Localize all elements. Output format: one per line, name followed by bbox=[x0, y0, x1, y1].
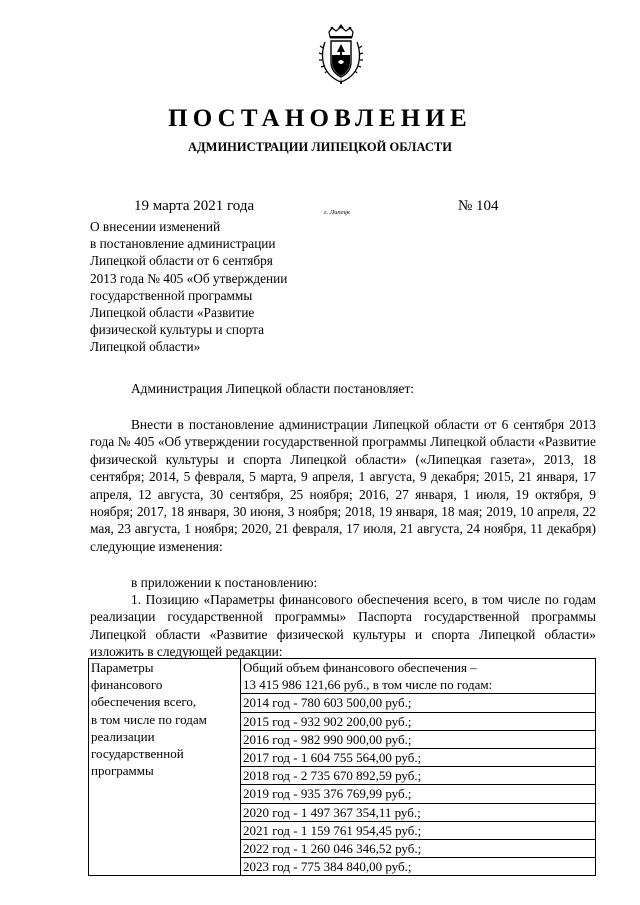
subject-line: физической культуры и спорта bbox=[90, 322, 264, 338]
document-subtitle: АДМИНИСТРАЦИИ ЛИПЕЦКОЙ ОБЛАСТИ bbox=[188, 140, 452, 154]
document-date: 19 марта 2021 года bbox=[134, 198, 255, 214]
parameter-line: в том числе по годам bbox=[91, 711, 207, 727]
parameter-line: программы bbox=[91, 763, 154, 779]
year-line: 2015 год - 932 902 200,00 руб.; bbox=[241, 713, 595, 731]
total-line: Общий объем финансового обеспечения – bbox=[243, 660, 477, 675]
parameter-line: реализации bbox=[91, 728, 155, 744]
resolution-sub-line: в приложении к постановлению: bbox=[131, 575, 318, 590]
subject-line: Липецкой области «Развитие bbox=[90, 305, 255, 321]
resolution-main-paragraph: Внести в постановление администрации Липецкой области от 6 сентября 2013 года № 405 «Об утверждении государственной программы Липецкой области «Развитие физической культуры и спорта Липецкой области» («Липецкая газета», 2013, 18 сентября; 2014, 5 февраля, 5 марта, 9 апреля, 1 августа, 9 декабря; 2015, 21 января, 17 апреля, 12 августа, 30 сентября, 25 ноября; 2016, 27 января, 1 июля, 19 октября, 9 ноября; 2017, 18 января, 30 июня, 3 ноября; 2018, 19 января, 18 мая; 2019, 10 апреля, 22 мая, 23 августа, 1 ноября; 2020, 21 февраля, 17 июля, 21 августа, 24 ноября, 11 декабря) следующие изменения: bbox=[90, 417, 596, 554]
table-cell-values bbox=[241, 659, 596, 876]
parameter-line: обеспечения всего, bbox=[91, 694, 197, 710]
document-number: № 104 bbox=[458, 198, 499, 214]
document-title: ПОСТАНОВЛЕНИЕ bbox=[168, 105, 472, 132]
subject-line: государственной программы bbox=[90, 287, 253, 303]
year-line: 2020 год - 1 497 367 354,11 руб.; bbox=[241, 804, 595, 822]
coat-of-arms-icon bbox=[316, 22, 366, 86]
year-line: 2022 год - 1 260 046 346,52 руб.; bbox=[241, 840, 595, 858]
year-line: 2016 год - 982 990 900,00 руб.; bbox=[241, 731, 595, 749]
table-row bbox=[89, 659, 596, 876]
document-city: г. Липецк bbox=[324, 209, 350, 216]
resolution-intro: Администрация Липецкой области постановляет: bbox=[131, 381, 415, 396]
parameter-line: государственной bbox=[91, 746, 184, 762]
year-line: 2014 год - 780 603 500,00 руб.; bbox=[241, 694, 595, 712]
parameter-line: Параметры bbox=[91, 660, 154, 675]
parameter-line: финансового bbox=[91, 677, 163, 693]
year-line: 2017 год - 1 604 755 564,00 руб.; bbox=[241, 749, 595, 767]
year-line: 2019 год - 935 376 769,99 руб.; bbox=[241, 785, 595, 803]
resolution-item-paragraph: 1. Позицию «Параметры финансового обеспечения всего, в том числе по годам реализации государственной программы» Паспорта государственной программы Липецкой области «Развитие физической культуры и спорта Липецкой области» изложить в следующей редакции: bbox=[90, 592, 596, 660]
year-line: 2021 год - 1 159 761 954,45 руб.; bbox=[241, 822, 595, 840]
year-line: 2023 год - 775 384 840,00 руб.; bbox=[243, 859, 412, 875]
document-subject bbox=[90, 218, 330, 356]
subject-line: О внесении изменений bbox=[90, 219, 221, 234]
year-line: 2018 год - 2 735 670 892,59 руб.; bbox=[241, 767, 595, 785]
subject-line: Липецкой области от 6 сентября bbox=[90, 253, 273, 269]
subject-line: 2013 года № 405 «Об утверждении bbox=[90, 270, 288, 286]
total-line: 13 415 986 121,66 руб., в том числе по годам: bbox=[241, 676, 595, 694]
subject-line: Липецкой области» bbox=[90, 339, 201, 355]
financing-table bbox=[88, 658, 596, 876]
subject-line: в постановление администрации bbox=[90, 236, 276, 252]
table-cell-parameters bbox=[89, 659, 241, 876]
